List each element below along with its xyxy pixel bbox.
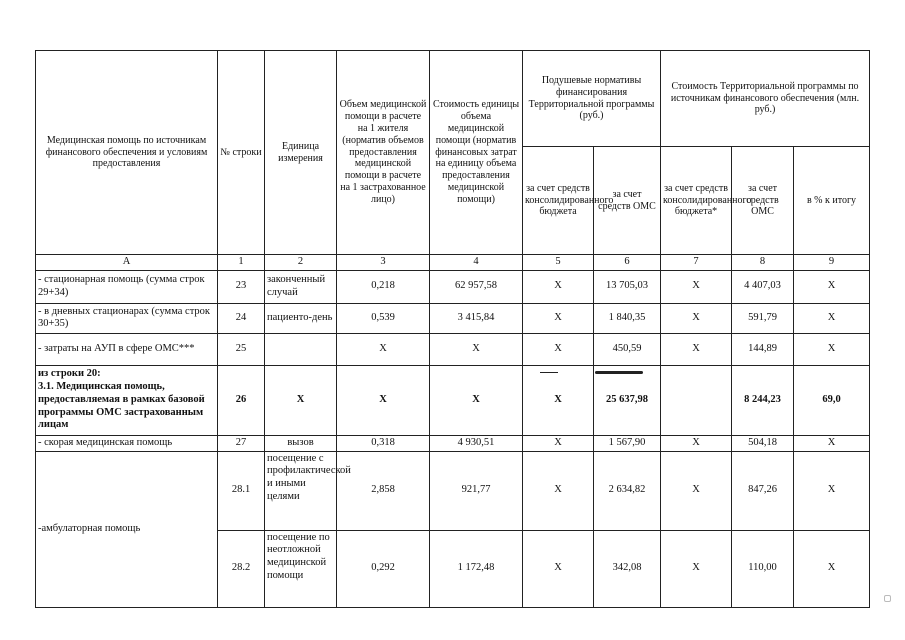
row-c9: Х [794,333,870,365]
table-row [36,303,870,333]
row-c9: Х [794,451,870,530]
row-c5: Х [523,530,594,607]
header-volume: Объем медицинской помощи в расчете на 1 жителя (норматив объемов предоставления медицинской помощи в расчете на 1 застрахованное лицо) [337,51,430,255]
row-c8: 504,18 [732,435,794,451]
row-cost: Х [430,333,523,365]
row-unit [265,333,337,365]
row-number: 25 [218,333,265,365]
col-num: 5 [523,255,594,271]
header-consolidated-budget: за счет средств консолидированного бюджета [523,147,594,255]
row-name: - стационарная помощь (сумма строк 29+34) [36,270,218,303]
row-c5: Х [523,365,594,435]
row-number: 23 [218,270,265,303]
row-number: 28.1 [218,451,265,530]
row-unit: посещение по неотложной медицинской помощи [265,530,337,607]
row-c5: Х [523,451,594,530]
header-consolidated-budget-2: за счет средств консолидированного бюджета* [661,147,732,255]
row-c6: 1 567,90 [594,435,661,451]
header-program-cost: Стоимость Территориальной программы по источникам финансового обеспечения (млн. руб.) [661,51,870,147]
row-volume: 2,858 [337,451,430,530]
pen-mark [595,371,643,374]
row-volume: 0,318 [337,435,430,451]
row-c9: Х [794,530,870,607]
row-c9: Х [794,303,870,333]
row-c5: Х [523,435,594,451]
col-num: 1 [218,255,265,271]
row-name-ambulatory: -амбулаторная помощь [36,451,218,607]
col-num: 4 [430,255,523,271]
row-name: - в дневных стационарах (сумма строк 30+35) [36,303,218,333]
header-per-capita: Подушевые нормативы финансирования Территориальной программы (руб.) [523,51,661,147]
scan-mark [884,595,891,602]
financing-table [35,50,870,608]
row-cost: 3 415,84 [430,303,523,333]
row-c6: 1 840,35 [594,303,661,333]
row-c7: Х [661,333,732,365]
row-c5: Х [523,333,594,365]
row-c6: 25 637,98 [594,365,661,435]
header-unit-cost: Стоимость единицы объема медицинской помощи (норматив финансовых затрат на единицу объема предоставления медицинской помощи) [430,51,523,255]
row-volume: 0,218 [337,270,430,303]
table-row [36,333,870,365]
row-c8: 847,26 [732,451,794,530]
row-name: - скорая медицинская помощь [36,435,218,451]
column-number-row [36,255,870,271]
row-unit: законченный случай [265,270,337,303]
row-c8: 8 244,23 [732,365,794,435]
row-c6: 342,08 [594,530,661,607]
col-num: 6 [594,255,661,271]
row-c5: Х [523,303,594,333]
row-c7: Х [661,451,732,530]
row-c7: Х [661,530,732,607]
row-unit: посещение с профилактической и иными целями [265,451,337,530]
row-cost: 1 172,48 [430,530,523,607]
row-volume: Х [337,365,430,435]
row-c7: Х [661,270,732,303]
row-cost: Х [430,365,523,435]
header-oms: за счет средств ОМС [594,147,661,255]
table-row-bold [36,365,870,435]
row-c9: Х [794,435,870,451]
row-number: 27 [218,435,265,451]
row-c6: 2 634,82 [594,451,661,530]
col-num: 9 [794,255,870,271]
row-c8: 110,00 [732,530,794,607]
table-row [36,451,870,530]
row-c8: 591,79 [732,303,794,333]
row-cost: 62 957,58 [430,270,523,303]
row-c8: 4 407,03 [732,270,794,303]
row-c7 [661,365,732,435]
row-c8: 144,89 [732,333,794,365]
row-c9: Х [794,270,870,303]
col-num: 8 [732,255,794,271]
table-row [36,435,870,451]
col-num: А [36,255,218,271]
row-unit: вызов [265,435,337,451]
row-unit: Х [265,365,337,435]
header-unit: Единица измерения [265,51,337,255]
table-row [36,270,870,303]
row-volume: 0,292 [337,530,430,607]
row-c5: Х [523,270,594,303]
header-percent-total: в % к итогу [794,147,870,255]
row-cost: 4 930,51 [430,435,523,451]
row-number: 24 [218,303,265,333]
row-number: 28.2 [218,530,265,607]
row-name: - затраты на АУП в сфере ОМС*** [36,333,218,365]
row-volume: 0,539 [337,303,430,333]
row-volume: Х [337,333,430,365]
row-cost: 921,77 [430,451,523,530]
col-num: 7 [661,255,732,271]
row-c6: 13 705,03 [594,270,661,303]
row-c9: 69,0 [794,365,870,435]
col-num: 2 [265,255,337,271]
col-num: 3 [337,255,430,271]
row-number: 26 [218,365,265,435]
row-c7: Х [661,435,732,451]
header-oms-2: за счет средств ОМС [732,147,794,255]
pen-mark [540,372,558,373]
row-name: из строки 20: 3.1. Медицинская помощь, предоставляемая в рамках базовой программы ОМС застрахованным лицам [36,365,218,435]
header-row-number: № строки [218,51,265,255]
header-care-type: Медицинская помощь по источникам финансового обеспечения и условиям предоставления [36,51,218,255]
row-c7: Х [661,303,732,333]
row-unit: пациенто-день [265,303,337,333]
row-c6: 450,59 [594,333,661,365]
